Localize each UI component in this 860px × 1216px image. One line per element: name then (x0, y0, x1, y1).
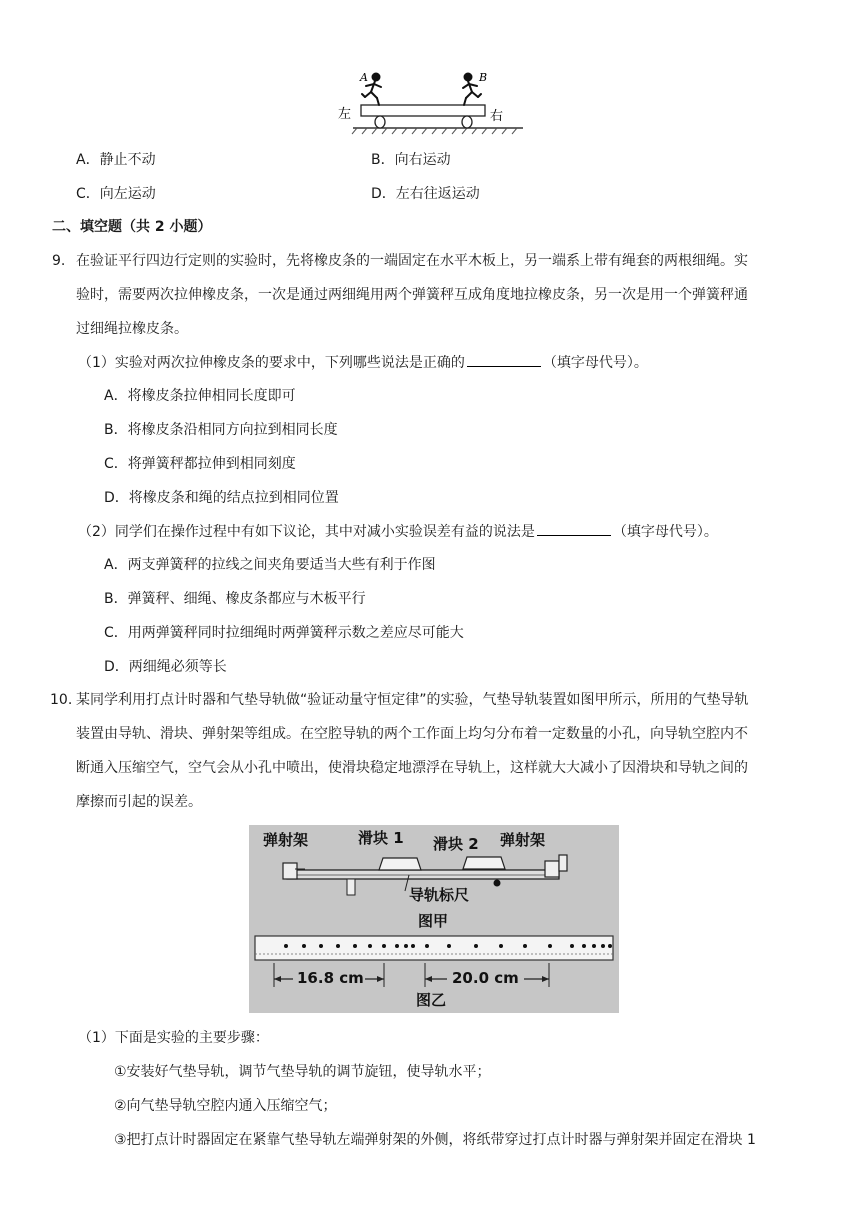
label-launcher-right: 弹射架 (500, 831, 546, 849)
q9-sub1: （1）实验对两次拉伸橡皮条的要求中，下列哪些说法是正确的 （填字母代号）。 (78, 352, 648, 373)
q10-line-1: 某同学利用打点计时器和气垫导轨做“验证动量守恒定律”的实验，气垫导轨装置如图甲所示，所用的气垫导轨 (76, 692, 749, 708)
caption-a: 图甲 (418, 912, 449, 930)
q10-step-1: ①安装好气垫导轨，调节气垫导轨的调节旋钮，使导轨水平； (114, 1064, 491, 1080)
label-b: B (479, 71, 488, 84)
q10-sub1: （1）下面是实验的主要步骤： (78, 1030, 269, 1046)
answer-blank-1[interactable] (467, 352, 541, 367)
label-left: 左 (338, 107, 352, 122)
q9-sub1-option-b: B．将橡皮条沿相同方向拉到相同长度 (104, 422, 338, 438)
q10-line-2: 装置由导轨、滑块、弹射架等组成。在空腔导轨的两个工作面上均匀分布着一定数量的小孔，向导轨空腔内不 (76, 726, 748, 742)
label-slider-1: 滑块 1 (358, 829, 404, 847)
distance-2: 20.0 cm (452, 969, 519, 987)
q9-sub2-option-b: B．弹簧秤、细绳、橡皮条都应与木板平行 (104, 591, 366, 607)
label-launcher-left: 弹射架 (263, 831, 309, 849)
q8-option-a: A．静止不动 (76, 152, 156, 168)
q10-step-3: ③把打点计时器固定在紧靠气垫导轨左端弹射架的外侧，将纸带穿过打点计时器与弹射架并固定在滑块 1 (114, 1132, 756, 1148)
q10-line-3: 断通入压缩空气，空气会从小孔中喷出，使滑块稳定地漂浮在导轨上，这样就大大减小了因滑块和导轨之间的 (76, 760, 748, 776)
q10-number: 10. (50, 692, 73, 708)
q9-sub2: （2）同学们在操作过程中有如下议论，其中对减小实验误差有益的说法是 （填字母代号）。 (78, 521, 718, 542)
q9-sub1-option-a: A．将橡皮条拉伸相同长度即可 (104, 388, 296, 404)
air-track-figure (249, 825, 619, 1013)
q9-number: 9. (52, 253, 66, 269)
caption-b: 图乙 (416, 991, 447, 1009)
q9-sub2-option-c: C．用两弹簧秤同时拉细绳时两弹簧秤示数之差应尽可能大 (104, 625, 464, 641)
q9-line-1: 在验证平行四边行定则的实验时，先将橡皮条的一端固定在水平木板上，另一端系上带有绳套的两根细绳。实 (76, 253, 748, 269)
q9-sub2-option-a: A．两支弹簧秤的拉线之间夹角要适当大些有利于作图 (104, 557, 436, 573)
q9-sub2-option-d: D．两细绳必须等长 (104, 659, 227, 675)
q9-sub1-option-c: C．将弹簧秤都拉伸到相同刻度 (104, 456, 296, 472)
cart-figure (335, 68, 535, 138)
label-right: 右 (490, 109, 504, 124)
label-a: A (360, 71, 368, 84)
label-scale: 导轨标尺 (409, 886, 470, 904)
q9-sub1-option-d: D．将橡皮条和绳的结点拉到相同位置 (104, 490, 339, 506)
q8-option-d: D．左右往返运动 (371, 186, 480, 202)
q10-step-2: ②向气垫导轨空腔内通入压缩空气； (114, 1098, 337, 1114)
q8-option-b: B．向右运动 (371, 152, 451, 168)
label-slider-2: 滑块 2 (433, 835, 479, 853)
q9-line-3: 过细绳拉橡皮条。 (76, 321, 188, 337)
q8-option-c: C．向左运动 (76, 186, 156, 202)
answer-blank-2[interactable] (537, 521, 611, 536)
section-title: 二、填空题（共 2 小题） (52, 219, 212, 235)
q9-line-2: 验时，需要两次拉伸橡皮条，一次是通过两细绳用两个弹簧秤互成角度地拉橡皮条，另一次是用一个弹簧秤通 (76, 287, 748, 303)
distance-1: 16.8 cm (297, 969, 364, 987)
q10-line-4: 摩擦而引起的误差。 (76, 794, 202, 810)
